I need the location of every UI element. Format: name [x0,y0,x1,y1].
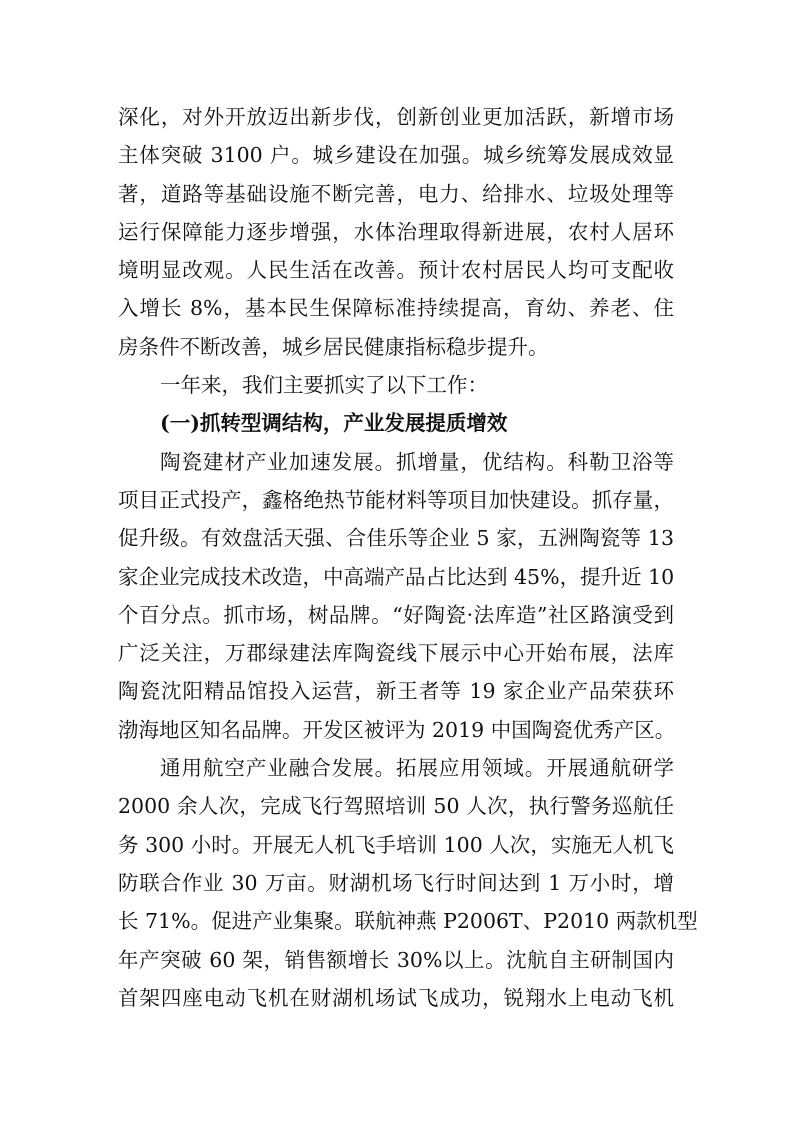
body-line: 运行保障能力逐步增强，水体治理取得新进展，农村人居环 [118,219,674,244]
body-line: 境明显改观。人民生活在改善。预计农村居民人均可支配收 [118,258,674,283]
paragraph-start-line: 陶瓷建材产业加速发展。抓增量，优结构。科勒卫浴等 [160,449,674,474]
paragraph-start-line: 通用航空产业融合发展。拓展应用领域。开展通航研学 [160,756,674,781]
document-body [118,98,698,1017]
body-line: 2000 余人次，完成飞行驾照培训 50 人次，执行警务巡航任 [118,794,674,819]
body-line: 项目正式投产，鑫格绝热节能材料等项目加快建设。抓存量， [118,487,674,512]
body-line: 长 71%。促进产业集聚。联航神燕 P2006T、P2010 两款机型 [118,909,698,934]
paragraph-intro-line: 一年来，我们主要抓实了以下工作： [160,373,488,398]
paragraph-end-line: 房条件不断改善，城乡居民健康指标稳步提升。 [118,334,549,359]
body-line: 个百分点。抓市场，树品牌。“好陶瓷·法库造”社区路演受到 [118,602,674,627]
section-heading: (一)抓转型调结构，产业发展提质增效 [160,411,508,436]
body-line: 著，道路等基础设施不断完善，电力、给排水、垃圾处理等 [118,181,674,206]
body-line: 防联合作业 30 万亩。财湖机场飞行时间达到 1 万小时，增 [118,870,674,895]
body-line: 深化，对外开放迈出新步伐，创新创业更加活跃，新增市场 [118,105,674,129]
body-line: 入增长 8%，基本民生保障标准持续提高，育幼、养老、住 [118,296,674,321]
body-line: 陶瓷沈阳精品馆投入运营，新王者等 19 家企业产品荣获环 [118,679,674,704]
body-line: 首架四座电动飞机在财湖机场试飞成功，锐翔水上电动飞机 [118,985,674,1010]
body-line: 促升级。有效盘活天强、合佳乐等企业 5 家，五洲陶瓷等 13 [118,526,674,551]
body-line: 广泛关注，万郡绿建法库陶瓷线下展示中心开始布展，法库 [118,641,674,666]
body-line: 务 300 小时。开展无人机飞手培训 100 人次，实施无人机飞 [118,832,674,857]
body-line: 家企业完成技术改造，中高端产品占比达到 45%，提升近 10 [118,564,675,589]
body-line: 年产突破 60 架，销售额增长 30%以上。沈航自主研制国内 [118,947,674,972]
paragraph-end-line: 渤海地区知名品牌。开发区被评为 2019 中国陶瓷优秀产区。 [118,717,676,742]
body-line: 主体突破 3100 户。城乡建设在加强。城乡统筹发展成效显 [118,143,674,168]
